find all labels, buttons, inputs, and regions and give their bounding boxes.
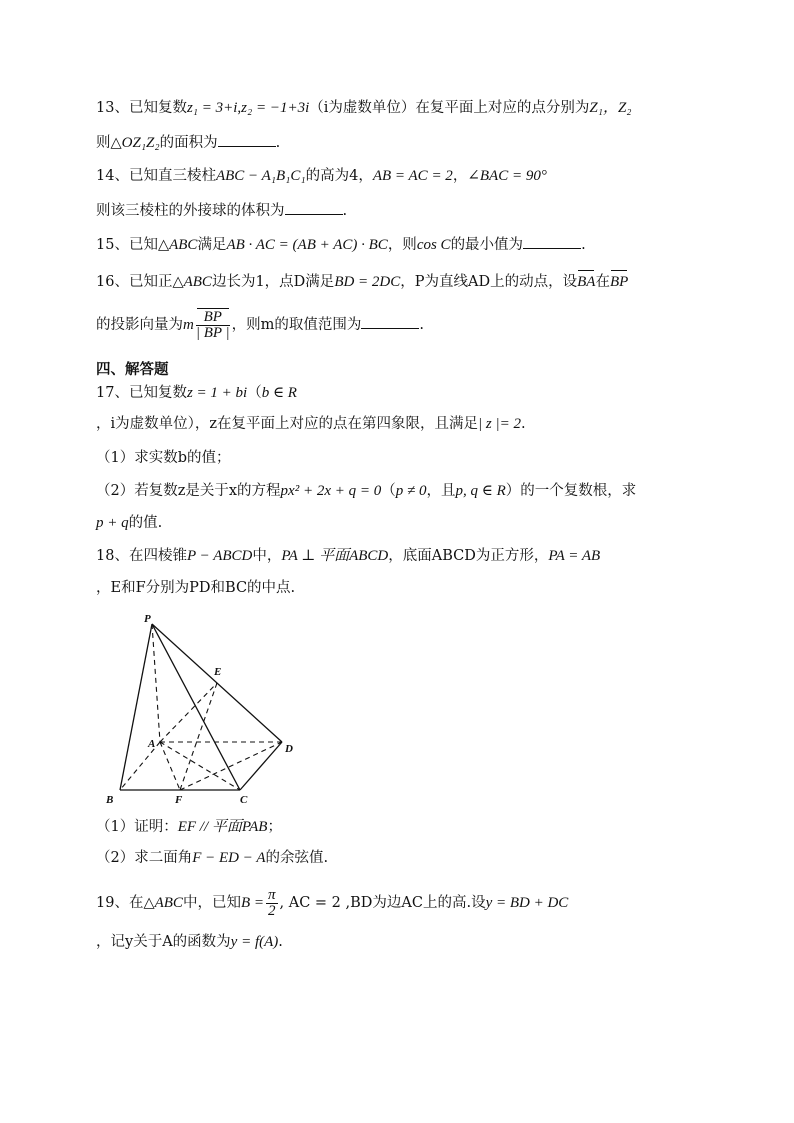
q18-part2 [96, 848, 328, 868]
q15-text: 15、已知△ [96, 237, 170, 253]
q17-text: 17、已知复数 [96, 385, 187, 401]
q19-function: y = f(A) [230, 934, 279, 950]
q18-dihedral: F − ED − A [192, 850, 266, 866]
q14-comma: ， [452, 168, 468, 184]
q14-eq1: AB = AC = 2 [372, 168, 453, 184]
q19-fraction [266, 888, 278, 919]
q14-answer-blank[interactable] [285, 200, 343, 215]
edge-cd [240, 742, 282, 790]
q16-text5: 的投影向量为 [96, 317, 183, 333]
q19-y-def: y = BD + DC [485, 895, 569, 911]
q17-part2-line1 [96, 481, 636, 501]
q16-vector-bp: BP [609, 274, 629, 290]
q18-eq: PA = AB [548, 548, 601, 564]
q15-triangle: ABC [169, 237, 198, 253]
q13-sep: , [237, 100, 242, 116]
q18-pyramid: P − ABCD [186, 548, 253, 564]
q13-answer-blank[interactable] [218, 132, 276, 147]
label-p: P [144, 613, 151, 625]
q15-answer-blank[interactable] [523, 234, 581, 249]
q13-text4: 的面积为 [159, 135, 218, 151]
q16-fraction [196, 310, 230, 341]
label-c: C [240, 794, 248, 806]
pyramid-diagram [100, 610, 300, 810]
q17-condition: b ∈ R [261, 385, 297, 401]
q17-paren: （ [247, 385, 262, 401]
q15-line [96, 234, 586, 255]
q14-text: 14、已知直三棱柱 [96, 168, 216, 184]
q18-line1 [96, 546, 600, 566]
q16-text3: ，P为直线AD上的动点，设 [400, 274, 578, 290]
q13-text3: 则△ [96, 135, 122, 151]
q19-line2 [96, 932, 283, 952]
q13-z1: z₁ = 3+i [186, 100, 238, 116]
q17-part2-text: （2）若复数z是关于x的方程 [96, 483, 281, 499]
q15-text3: ，则 [387, 237, 417, 253]
q14-text3: 则该三棱柱的外接球的体积为 [96, 203, 285, 219]
q16-text2: 边长为1，点D满足 [211, 274, 335, 290]
seg-fd [180, 742, 282, 790]
q17-part2-line2 [96, 513, 162, 533]
q18-part1-text: （1）证明： [96, 819, 178, 835]
q18-text3: ，底面ABCD为正方形， [388, 548, 549, 564]
q19-text2: 中，已知 [182, 895, 241, 911]
q13-triangle: OZ₁Z₂ [121, 135, 160, 151]
q17-z: z = 1 + bi [186, 385, 248, 401]
q18-part1 [96, 817, 282, 837]
q17-line2 [96, 414, 526, 434]
q18-part2-text: （2）求二面角 [96, 850, 193, 866]
q16-line2 [96, 308, 424, 342]
q16-m: m [183, 317, 194, 333]
edge-pb [120, 624, 152, 790]
q17-text5: 的值. [128, 515, 163, 531]
q17-paren2: （ [381, 483, 396, 499]
q19-frac-den: 2 [268, 902, 276, 919]
label-b: B [106, 794, 114, 806]
edge-pa [152, 624, 160, 742]
q13-text2: （i为虚数单位）在复平面上对应的点分别为 [309, 100, 590, 116]
q13-line1 [96, 98, 632, 118]
q15-vector-expression: AB · AC = (AB + AC) · BC [226, 237, 388, 253]
q17-text2: ，i为虚数单位），z在复平面上对应的点在第四象限，且满足 [96, 416, 479, 432]
edge-pc [152, 624, 240, 790]
q14-line2 [96, 200, 347, 221]
q14-period: . [342, 203, 348, 219]
q17-p-plus-q: p + q [96, 515, 129, 531]
q14-prism: ABC − A₁B₁C₁ [215, 168, 306, 184]
q19-text3: , AC = 2 ,BD为边AC上的高.设 [279, 895, 486, 911]
q18-line2: ，E和F分别为PD和BC的中点. [96, 580, 296, 596]
q19-period: . [278, 934, 283, 950]
q13-text: 13、已知复数 [96, 100, 187, 116]
q17-period: . [521, 416, 526, 432]
q14-text2: 的高为4， [305, 168, 373, 184]
q14-eq2: ∠BAC = 90° [467, 168, 547, 184]
q16-text: 16、已知正△ [96, 274, 184, 290]
q16-triangle: ABC [183, 274, 212, 290]
q16-text6: ，则m的取值范围为 [231, 317, 362, 333]
q16-vector-eq: BD = 2DC [334, 274, 401, 290]
pyramid-figure [100, 610, 300, 810]
q17-line1 [96, 383, 297, 403]
q17-modulus: | z |= 2 [478, 416, 521, 432]
q15-period: . [581, 237, 586, 253]
q16-text4: 在 [595, 274, 610, 290]
q15-cos: cos C [416, 237, 451, 253]
q18-text: 18、在四棱锥 [96, 548, 187, 564]
q15-text2: 满足 [197, 237, 227, 253]
q13-line2 [96, 132, 280, 153]
q16-answer-blank[interactable] [361, 314, 419, 329]
label-f: F [175, 794, 183, 806]
q17-text3: ，且 [426, 483, 456, 499]
q18-perp: PA ⊥ 平面ABCD [281, 548, 389, 564]
q19-text: 19、在△ [96, 895, 155, 911]
q15-text4: 的最小值为 [450, 237, 524, 253]
q18-part2-end: 的余弦值. [265, 850, 329, 866]
q19-angle-b: B = [240, 895, 264, 911]
q17-equation: px² + 2x + q = 0 [280, 483, 382, 499]
q18-part1-claim: EF // 平面PAB [177, 819, 268, 835]
label-e: E [214, 666, 222, 678]
label-a: A [148, 738, 156, 750]
q16-period: . [419, 317, 425, 333]
q19-line1 [96, 886, 568, 920]
q14-line1 [96, 166, 547, 186]
q19-frac-num: π [268, 886, 276, 903]
q17-part1: （1）求实数b的值； [96, 450, 231, 466]
q18-text2: 中， [252, 548, 282, 564]
q19-text4: ，记y关于A的函数为 [96, 934, 231, 950]
q16-frac-den: | BP | [195, 324, 230, 341]
q13-points: Z₁，Z₂ [589, 100, 632, 116]
seg-af [160, 742, 180, 790]
q16-line1 [96, 272, 628, 292]
q16-frac-num: BP [196, 310, 230, 326]
label-d: D [285, 743, 293, 755]
q19-triangle: ABC [154, 895, 183, 911]
q17-cond1: p ≠ 0 [395, 483, 427, 499]
q17-text4: ）的一个复数根，求 [505, 483, 637, 499]
q17-cond2: p, q ∈ R [455, 483, 506, 499]
q18-part1-end: ； [267, 819, 282, 835]
section-heading: 四、解答题 [96, 362, 169, 378]
q16-vector-ba: BA [577, 274, 596, 290]
q13-period: . [275, 135, 281, 151]
q13-z2: z₂ = −1+3i [241, 100, 310, 116]
